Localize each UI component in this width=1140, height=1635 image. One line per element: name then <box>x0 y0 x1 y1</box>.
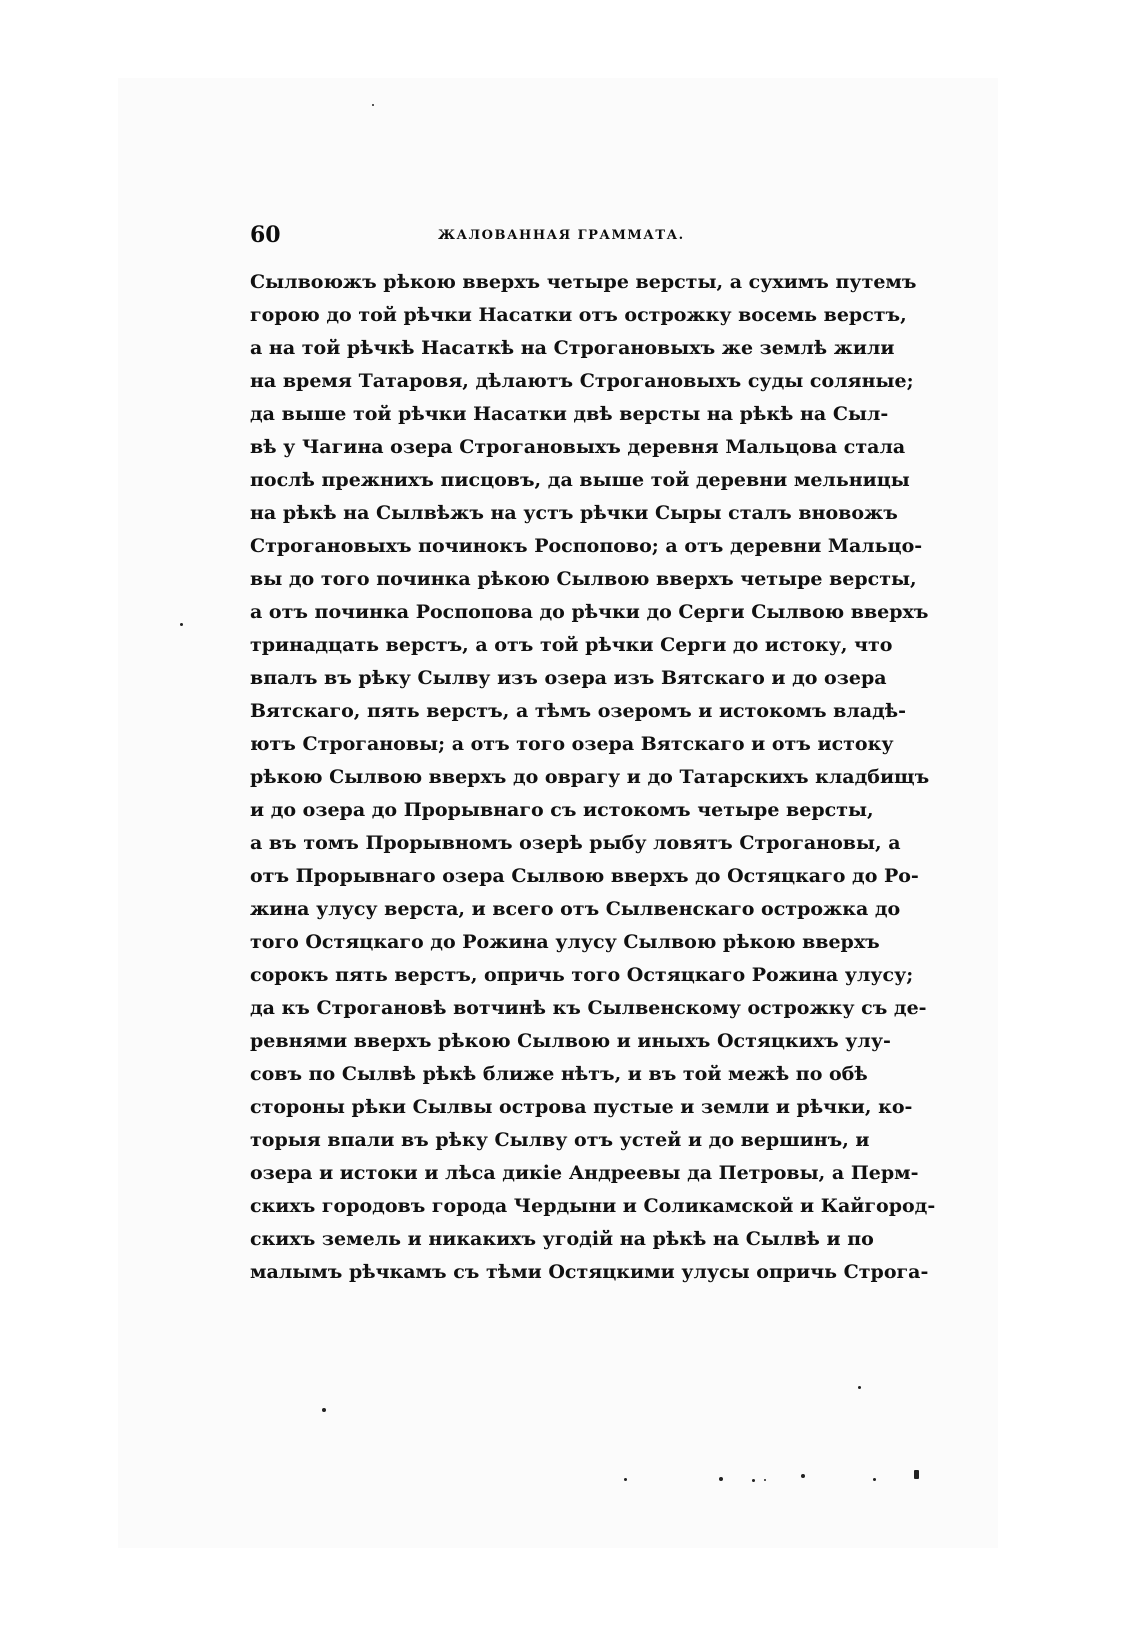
running-title: ЖАЛОВАННАЯ ГРАММАТА. <box>438 228 685 243</box>
text-line: ревнями вверхъ рѣкою Сылвою и иныхъ Остяцкихъ улу- <box>250 1030 891 1052</box>
text-line: сорокъ пять верстъ, опричь того Остяцкаго Рожина улусу; <box>250 964 914 986</box>
scan-speck <box>764 1479 766 1481</box>
text-line: ютъ Строгановы; а отъ того озера Вятскаго и отъ истоку <box>250 733 894 755</box>
scan-speck <box>322 1408 326 1412</box>
page-number: 60 <box>250 222 281 248</box>
text-line: горою до той рѣчки Насатки отъ острожку восемь верстъ, <box>250 304 907 326</box>
text-line: совъ по Сылвѣ рѣкѣ ближе нѣтъ, и въ той межѣ по обѣ <box>250 1063 868 1085</box>
scan-speck <box>719 1477 723 1481</box>
text-line: скихъ городовъ города Чердыни и Соликамской и Кайгород- <box>250 1195 936 1217</box>
text-line: рѣкою Сылвою вверхъ до оврагу и до Татарскихъ кладбищъ <box>250 766 930 788</box>
text-line: отъ Прорывнаго озера Сылвою вверхъ до Остяцкаго до Ро- <box>250 865 919 887</box>
text-line: того Остяцкаго до Рожина улусу Сылвою рѣкою вверхъ <box>250 931 880 953</box>
text-line: да къ Строгановѣ вотчинѣ къ Сылвенскому острожку съ де- <box>250 997 927 1019</box>
text-line: впалъ въ рѣку Сылву изъ озера изъ Вятскаго и до озера <box>250 667 887 689</box>
text-line: скихъ земель и никакихъ угодій на рѣкѣ на Сылвѣ и по <box>250 1228 874 1250</box>
body-text <box>250 266 936 1289</box>
text-line: торыя впали въ рѣку Сылву отъ устей и до вершинъ, и <box>250 1129 870 1151</box>
scan-speck <box>914 1470 919 1479</box>
text-line: да выше той рѣчки Насатки двѣ версты на рѣкѣ на Сыл- <box>250 403 889 425</box>
text-line: тринадцать верстъ, а отъ той рѣчки Серги до истоку, что <box>250 634 893 656</box>
scan-speck <box>801 1474 805 1478</box>
text-line: Вятскаго, пять верстъ, а тѣмъ озеромъ и истокомъ владѣ- <box>250 700 906 722</box>
text-line: и до озера до Прорывнаго съ истокомъ четыре версты, <box>250 799 874 821</box>
text-line: озера и истоки и лѣса дикіе Андреевы да Петровы, а Перм- <box>250 1162 919 1184</box>
text-line: послѣ прежнихъ писцовъ, да выше той деревни мельницы <box>250 469 910 491</box>
text-line: а въ томъ Прорывномъ озерѣ рыбу ловятъ Строгановы, а <box>250 832 901 854</box>
scan-speck <box>858 1386 861 1389</box>
scan-speck <box>873 1478 876 1481</box>
text-line: на рѣкѣ на Сылвѣжъ на устъ рѣчки Сыры сталъ вновожъ <box>250 502 898 524</box>
scan-speck <box>180 623 183 626</box>
text-line: жина улусу верста, и всего отъ Сылвенскаго острожка до <box>250 898 901 920</box>
text-line: на время Татаровя, дѣлаютъ Строгановыхъ суды соляные; <box>250 370 914 392</box>
scan-speck <box>624 1478 627 1481</box>
text-line: вы до того починка рѣкою Сылвою вверхъ четыре версты, <box>250 568 917 590</box>
text-line: вѣ у Чагина озера Строгановыхъ деревня Мальцова стала <box>250 436 906 458</box>
text-line: Строгановыхъ починокъ Роспопово; а отъ деревни Мальцо- <box>250 535 923 557</box>
page-header <box>250 222 870 258</box>
text-line: Сылвоюжъ рѣкою вверхъ четыре версты, а сухимъ путемъ <box>250 271 917 293</box>
text-line: стороны рѣки Сылвы острова пустые и земли и рѣчки, ко- <box>250 1096 913 1118</box>
scan-speck <box>372 104 374 106</box>
text-line: малымъ рѣчкамъ съ тѣми Остяцкими улусы опричь Строга- <box>250 1261 929 1283</box>
text-line: а на той рѣчкѣ Насаткѣ на Строгановыхъ же землѣ жили <box>250 337 895 359</box>
scan-speck <box>752 1479 755 1482</box>
text-line: а отъ починка Роспопова до рѣчки до Серги Сылвою вверхъ <box>250 601 929 623</box>
